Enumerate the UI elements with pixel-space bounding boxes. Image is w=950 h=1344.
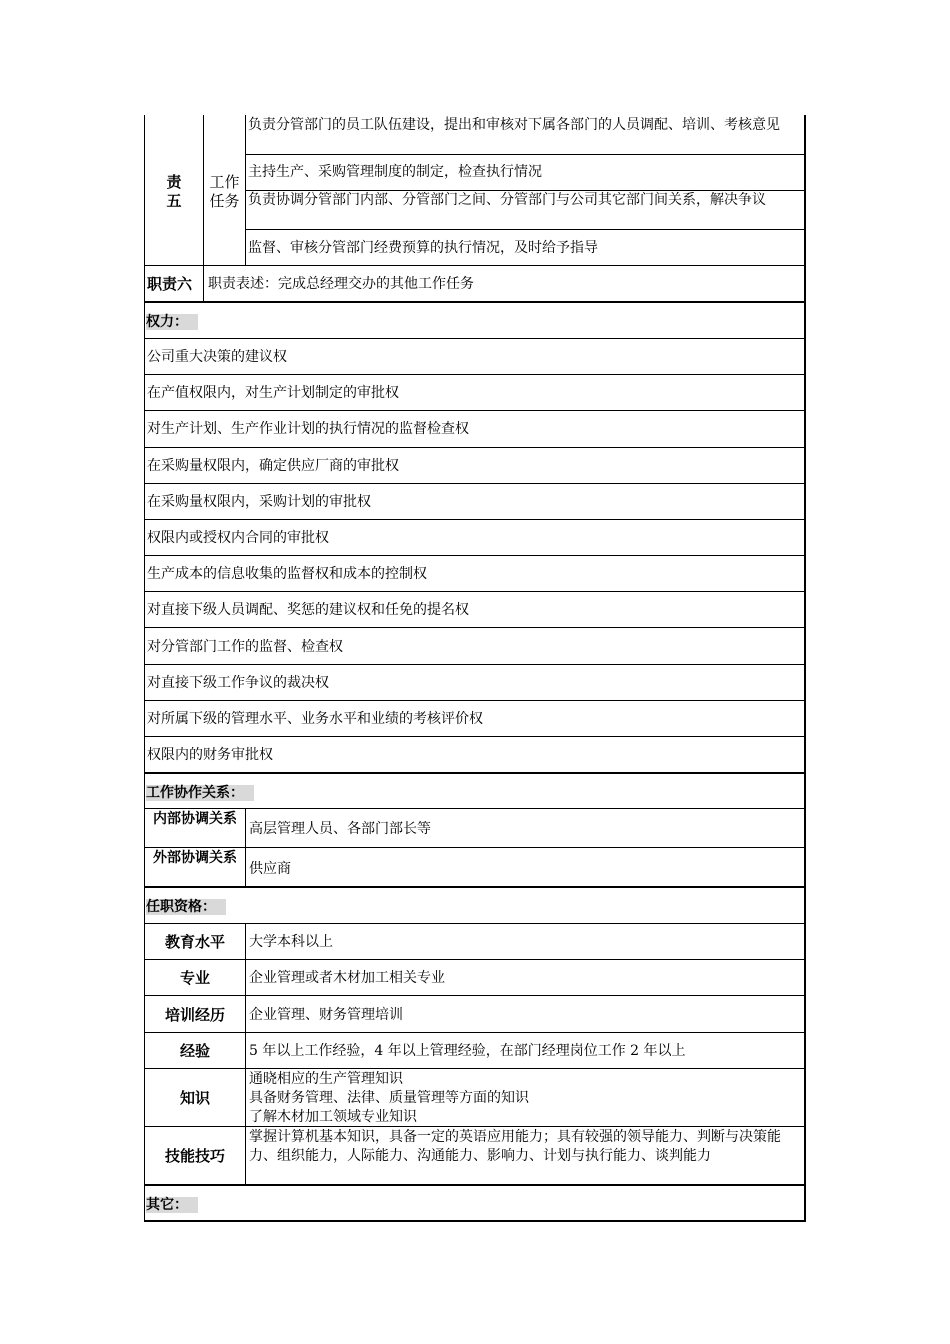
power-item: 对直接下级工作争议的裁决权 bbox=[147, 675, 329, 691]
relations-heading-text: 工作协作关系： bbox=[146, 785, 254, 801]
other-heading-text: 其它： bbox=[146, 1197, 198, 1213]
qualifications-heading bbox=[146, 898, 226, 916]
power-item: 生产成本的信息收集的监督权和成本的控制权 bbox=[147, 566, 427, 582]
knowledge-label: 知识 bbox=[179, 1089, 210, 1107]
task-item: 监督、审核分管部门经费预算的执行情况，及时给予指导 bbox=[248, 240, 598, 256]
section-divider bbox=[144, 886, 806, 888]
relations-heading bbox=[146, 784, 254, 802]
responsibility-five-label: 责 五 bbox=[166, 173, 182, 210]
table-border-right bbox=[804, 115, 806, 1222]
internal-relations-value: 高层管理人员、各部门部长等 bbox=[249, 821, 431, 837]
table-border-bottom bbox=[144, 1220, 806, 1222]
external-relations-label: 外部协调关系 bbox=[153, 850, 237, 866]
task-item: 主持生产、采购管理制度的制定，检查执行情况 bbox=[248, 164, 542, 180]
responsibility-six-text: 职责表述：完成总经理交办的其他工作任务 bbox=[208, 276, 474, 292]
power-item: 权限内的财务审批权 bbox=[147, 747, 273, 763]
major-value: 企业管理或者木材加工相关专业 bbox=[249, 970, 445, 986]
skills-label: 技能技巧 bbox=[164, 1147, 225, 1165]
education-label: 教育水平 bbox=[164, 933, 225, 951]
section-divider bbox=[144, 301, 806, 303]
responsibility-six-label: 职责六 bbox=[147, 275, 193, 293]
other-heading bbox=[146, 1196, 198, 1214]
power-item: 对直接下级人员调配、奖惩的建议权和任免的提名权 bbox=[147, 602, 469, 618]
power-item: 在采购量权限内，确定供应厂商的审批权 bbox=[147, 458, 399, 474]
power-item: 在产值权限内，对生产计划制定的审批权 bbox=[147, 385, 399, 401]
power-item: 对所属下级的管理水平、业务水平和业绩的考核评价权 bbox=[147, 711, 483, 727]
knowledge-value: 通晓相应的生产管理知识 具备财务管理、法律、质量管理等方面的知识 了解木材加工领域专业知识 bbox=[249, 1071, 529, 1125]
powers-heading-text: 权力： bbox=[146, 314, 198, 330]
powers-heading bbox=[146, 313, 198, 331]
power-item: 公司重大决策的建议权 bbox=[147, 349, 287, 365]
education-value: 大学本科以上 bbox=[249, 934, 333, 950]
power-item: 权限内或授权内合同的审批权 bbox=[147, 530, 329, 546]
task-item: 负责分管部门的员工队伍建设，提出和审核对下属各部门的人员调配、培训、考核意见 bbox=[248, 117, 780, 133]
work-task-label: 工作 任务 bbox=[209, 173, 240, 210]
major-label: 专业 bbox=[179, 969, 210, 987]
experience-value: 5 年以上工作经验，4 年以上管理经验，在部门经理岗位工作 2 年以上 bbox=[249, 1043, 686, 1059]
experience-label: 经验 bbox=[179, 1042, 210, 1060]
training-label: 培训经历 bbox=[164, 1006, 225, 1024]
power-item: 对生产计划、生产作业计划的执行情况的监督检查权 bbox=[147, 421, 469, 437]
external-relations-value: 供应商 bbox=[249, 861, 291, 877]
power-item: 对分管部门工作的监督、检查权 bbox=[147, 639, 343, 655]
skills-value: 掌握计算机基本知识，具备一定的英语应用能力；具有较强的领导能力、判断与决策能力、组织能力，人际能力、沟通能力、影响力、计划与执行能力、谈判能力 bbox=[249, 1129, 781, 1164]
internal-relations-label: 内部协调关系 bbox=[153, 811, 237, 827]
power-item: 在采购量权限内，采购计划的审批权 bbox=[147, 494, 371, 510]
qualifications-heading-text: 任职资格： bbox=[146, 899, 226, 915]
section-divider bbox=[144, 772, 806, 774]
section-divider bbox=[144, 1184, 806, 1186]
training-value: 企业管理、财务管理培训 bbox=[249, 1007, 403, 1023]
task-item: 负责协调分管部门内部、分管部门之间、分管部门与公司其它部门间关系，解决争议 bbox=[248, 192, 766, 208]
